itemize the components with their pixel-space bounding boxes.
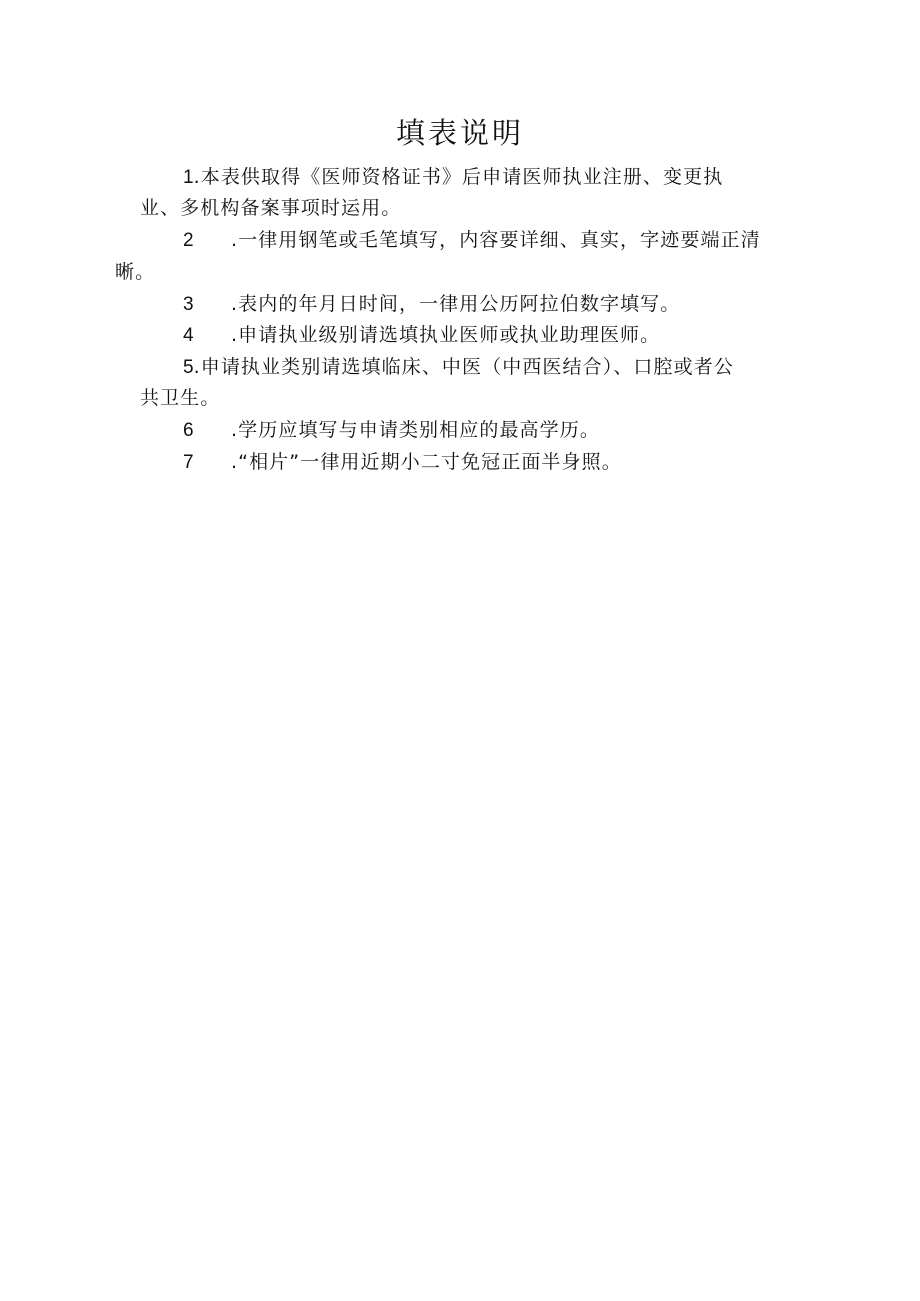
instruction-item-6: [183, 416, 600, 445]
item-text: .申请执业类别请选填临床、中医（中西医结合）、口腔或者公: [193, 356, 734, 378]
item-number: 7: [183, 452, 194, 473]
item-text: .学历应填写与申请类别相应的最高学历。: [231, 419, 600, 441]
instruction-item-7: [183, 448, 622, 477]
item-text: .申请执业级别请选填执业医师或执业助理医师。: [231, 324, 661, 346]
item-number: 5: [183, 357, 194, 378]
item-number: 2: [183, 230, 194, 251]
instruction-item-2-continuation: [115, 258, 155, 286]
item-text: .“相片”一律用近期小二寸免冠正面半身照。: [231, 451, 622, 473]
instruction-item-4: [183, 321, 660, 350]
item-text: 共卫生。: [140, 387, 221, 409]
item-text: .一律用钢笔或毛笔填写，内容要详细、真实，字迹要端正清: [231, 229, 761, 251]
item-text: .本表供取得《医师资格证书》后申请医师执业注册、变更执: [193, 166, 724, 188]
instruction-item-2: [183, 226, 761, 255]
item-number: 3: [183, 294, 194, 315]
instruction-item-1-continuation: [140, 194, 401, 222]
item-text: 业、多机构备案事项时运用。: [140, 197, 402, 219]
instruction-item-5-continuation: [140, 384, 220, 412]
item-number: 6: [183, 420, 194, 441]
item-number: 1: [183, 167, 194, 188]
item-text: 晰。: [115, 261, 156, 283]
item-text: .表内的年月日时间，一律用公历阿拉伯数字填写。: [231, 293, 681, 315]
page-title: 填表说明: [395, 116, 524, 150]
item-number: 4: [183, 325, 194, 346]
instruction-item-1: [183, 163, 723, 192]
instruction-item-3: [183, 290, 680, 319]
instruction-item-5: [183, 353, 734, 382]
